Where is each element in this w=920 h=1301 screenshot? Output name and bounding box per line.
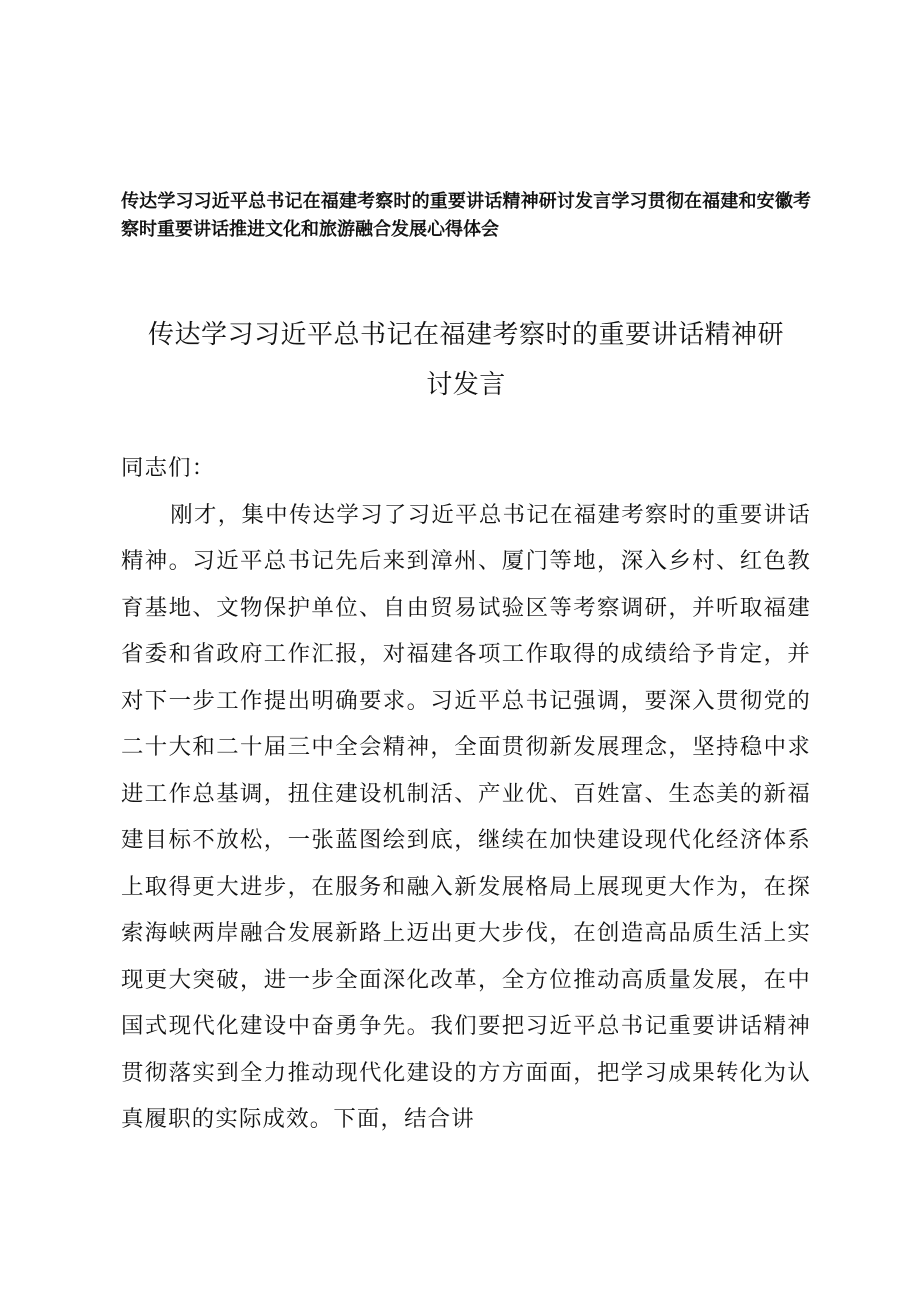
document-header-title: 传达学习习近平总书记在福建考察时的重要讲话精神研讨发言学习贯彻在福建和安徽考察时重要讲话推进文化和旅游融合发展心得体会: [121, 191, 811, 240]
main-title-line-1: 传达学习习近平总书记在福建考察时的重要讲话精神研: [147, 320, 784, 350]
main-title-line-2: 讨发言: [426, 370, 506, 400]
salutation: 同志们：: [121, 455, 216, 481]
main-title: [121, 310, 811, 410]
body-paragraph-1: 刚才，集中传达学习了习近平总书记在福建考察时的重要讲话精神。习近平总书记先后来到漳州、厦门等地，深入乡村、红色教育基地、文物保护单位、自由贸易试验区等考察调研，并听取福建省委和省政府工作汇报，对福建各项工作取得的成绩给予肯定，并对下一步工作提出明确要求。习近平总书记强调，要深入贯彻党的二十大和二十届三中全会精神，全面贯彻新发展理念，坚持稳中求进工作总基调，扭住建设机制活、产业优、百姓富、生态美的新福建目标不放松，一张蓝图绘到底，继续在加快建设现代化经济体系上取得更大进步，在服务和融入新发展格局上展现更大作为，在探索海峡两岸融合发展新路上迈出更大步伐，在创造高品质生活上实现更大突破，进一步全面深化改革，全方位推动高质量发展，在中国式现代化建设中奋勇争先。我们要把习近平总书记重要讲话精神贯彻落实到全力推动现代化建设的方方面面，把学习成果转化为认真履职的实际成效。下面，结合讲: [121, 501, 811, 1132]
document-body: [121, 445, 811, 1143]
